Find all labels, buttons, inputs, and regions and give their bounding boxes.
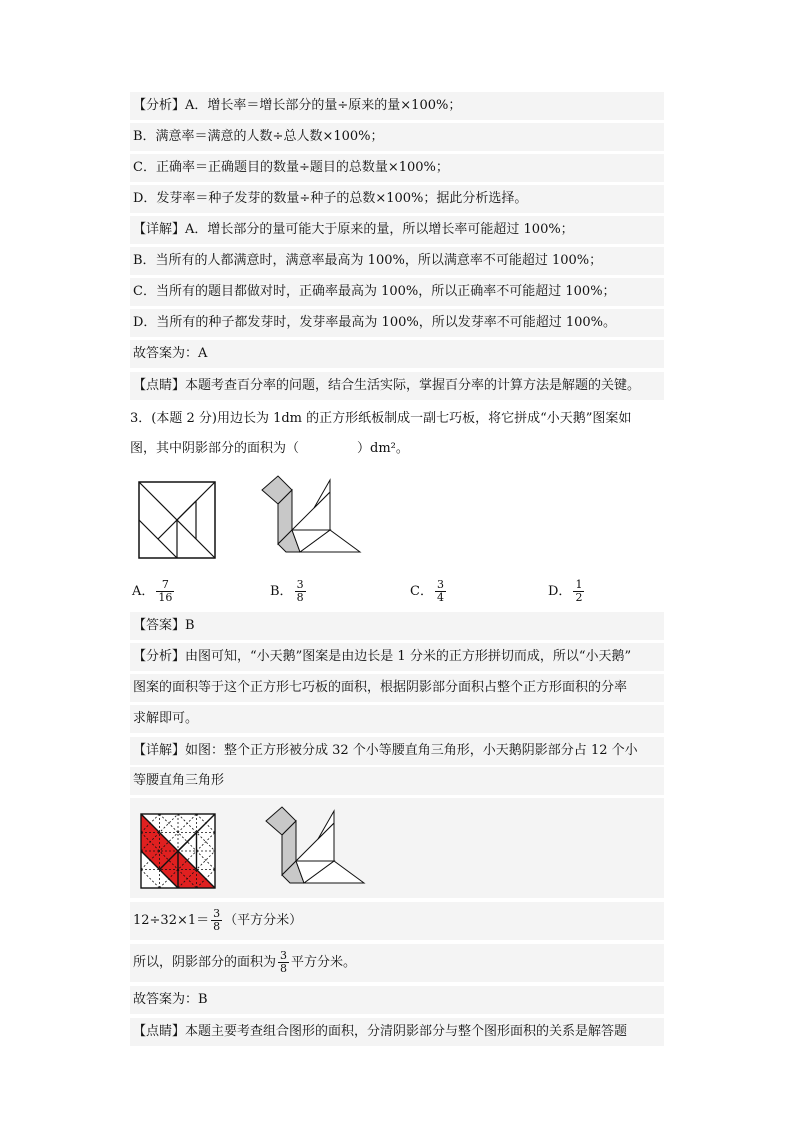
option-a-denominator: 16: [158, 591, 173, 604]
calc-unit: （平方分米）: [224, 913, 303, 928]
swan-figure: [258, 472, 366, 558]
option-c-label: C．: [410, 584, 433, 599]
grid-tangram-figure: [140, 813, 216, 889]
comment-line-2: 【点睛】本题主要考查组合图形的面积，分清阴影部分与整个图形面积的关系是解答题: [130, 1018, 664, 1046]
option-c-numerator: 3: [436, 578, 444, 591]
option-d-label: D．: [548, 584, 572, 599]
option-d-numerator: 1: [575, 578, 583, 591]
analysis-line-1: 【分析】A．增长率＝增长部分的量÷原来的量×100%；: [130, 92, 664, 120]
conclusion-end: 平方分米。: [291, 955, 357, 970]
detail2-line-2: 等腰直角三角形: [130, 767, 664, 795]
option-c-fraction: [435, 579, 446, 604]
analysis-line-3: C．正确率＝正确题目的数量÷题目的总数量×100%；: [130, 154, 664, 182]
comment-line-1: 【点睛】本题考查百分率的问题，结合生活实际，掌握百分率的计算方法是解题的关键。: [130, 372, 664, 400]
question-line-2: [130, 435, 409, 463]
question-line-2-start: 图，其中阴影部分的面积为（: [130, 441, 300, 456]
analysis2-line-3: 求解即可。: [130, 705, 664, 733]
option-c-denominator: 4: [436, 591, 444, 604]
detail-line-4: D．当所有的种子都发芽时，发芽率最高为 100%，所以发芽率不可能超过 100%。: [130, 309, 664, 337]
option-a-label: A．: [132, 584, 155, 599]
option-b-fraction: [295, 579, 306, 604]
calc-expression: 12÷32×1＝: [133, 913, 210, 928]
option-d-denominator: 2: [575, 591, 583, 604]
option-a-numerator: 7: [156, 579, 174, 592]
analysis2-line-1: 【分析】由图可知，“小天鹅”图案是由边长是 1 分米的正方形拼切而成，所以“小天鹅”: [130, 643, 664, 671]
option-d-fraction: [573, 579, 584, 604]
calc-fraction: [211, 908, 222, 933]
option-a-fraction: [156, 579, 174, 604]
conclusion-line: [130, 944, 664, 982]
calc-denominator: 8: [213, 920, 221, 933]
conclusion-denominator: 8: [280, 962, 288, 975]
conclusion-start: 所以，阴影部分的面积为: [133, 955, 277, 970]
conclusion-numerator: 3: [280, 949, 288, 962]
swan-figure-detail: [262, 803, 370, 889]
analysis2-line-2: 图案的面积等于这个正方形七巧板的面积，根据阴影部分面积占整个正方形面积的分率: [130, 674, 664, 702]
question-line-1: 3．(本题 2 分)用边长为 1dm 的正方形纸板制成一副七巧板，将它拼成“小天鹅”图案如: [130, 411, 632, 426]
option-b-label: B．: [270, 584, 293, 599]
option-b-denominator: 8: [296, 591, 304, 604]
calc-numerator: 3: [213, 907, 221, 920]
analysis-line-2: B．满意率＝满意的人数÷总人数×100%；: [130, 123, 664, 151]
option-d[interactable]: [548, 574, 586, 610]
option-b-numerator: 3: [296, 578, 304, 591]
detail-line-3: C．当所有的题目都做对时，正确率最高为 100%，所以正确率不可能超过 100%；: [130, 278, 664, 306]
question-line-2-end: ）dm²。: [357, 441, 409, 456]
detail2-line-1: 【详解】如图：整个正方形被分成 32 个小等腰直角三角形，小天鹅阴影部分占 12 个小: [130, 737, 664, 765]
answer-line-2: 故答案为：B: [130, 986, 664, 1014]
detail-line-2: B．当所有的人都满意时，满意率最高为 100%，所以满意率不可能超过 100%；: [130, 247, 664, 275]
detail-line-1: 【详解】A．增长部分的量可能大于原来的量，所以增长率可能超过 100%；: [130, 216, 664, 244]
calc-line: [130, 902, 664, 940]
analysis-line-4: D．发芽率＝种子发芽的数量÷种子的总数×100%；据此分析选择。: [130, 185, 664, 213]
tangram-square-figure: [138, 481, 216, 559]
answer-line-1: 故答案为：A: [130, 340, 664, 368]
option-a[interactable]: [132, 574, 176, 610]
answer-heading: 【答案】B: [130, 612, 664, 640]
option-c[interactable]: [410, 574, 448, 610]
conclusion-fraction: [278, 950, 289, 975]
option-b[interactable]: [270, 574, 308, 610]
